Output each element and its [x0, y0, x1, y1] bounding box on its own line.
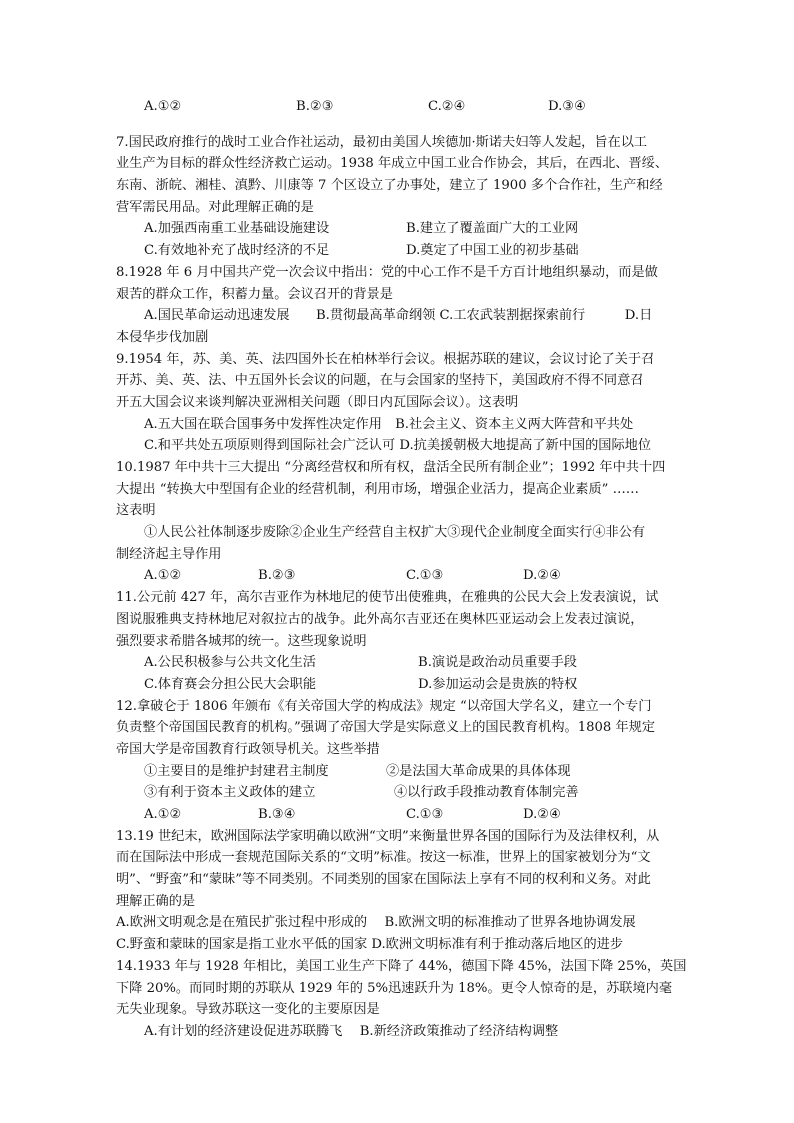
question-12: [116, 696, 682, 826]
q7-option-a[interactable]: A.加强西南重工业基础设施建设: [144, 221, 330, 237]
q14-stem-line-1: 14.1933 年与 1928 年相比，美国工业生产下降了 44%，德国下降 45%，法国下降 25%，英国: [116, 958, 687, 974]
q13-stem-line-4: 理解正确的是: [116, 893, 196, 909]
q11-options-row-1: [116, 652, 682, 674]
q12-item-3: ③有利于资本主义政体的建立: [144, 785, 316, 801]
q12-items-row-1: [116, 761, 682, 783]
q12-stem-line-3: 帝国大学是帝国教育行政领导机关。这些举措: [116, 741, 380, 757]
q13-stem-line-2: 而在国际法中形成一套规范国际关系的“文明”标准。按这一标准，世界上的国家被划分为“文: [116, 850, 651, 866]
q11-option-d[interactable]: D.参加运动会是贵族的特权: [418, 676, 578, 692]
q12-stem-line-2: 负责整个帝国国民教育的机构。”强调了帝国大学是实际意义上的国民教育机构。1808 年规定: [116, 720, 656, 736]
q14-options-ab[interactable]: A.有计划的经济建设促进苏联腾飞 B.新经济政策推动了经济结构调整: [144, 1023, 559, 1039]
q10-stem-line-1: 10.1987 年中共十三大提出 “分离经营权和所有权，盘活全民所有制企业”；1992 年中共十四: [116, 460, 666, 475]
q13-options-ab[interactable]: A.欧洲文明观念是在殖民扩张过程中形成的 B.欧洲文明的标准推动了世界各地协调发展: [116, 915, 636, 931]
q11-option-b[interactable]: B.演说是政治动员重要手段: [418, 655, 577, 671]
q14-stem-line-3: 无失业现象。导致苏联这一变化的主要原因是: [116, 1002, 380, 1018]
q12-item-4: ④以行政手段推动教育体制完善: [394, 785, 579, 801]
q12-item-1: ①主要目的是维护封建君主制度: [144, 763, 329, 779]
question-7: [116, 132, 682, 262]
question-10: [116, 457, 682, 587]
q9-options-ab[interactable]: A.五大国在联合国事务中发挥性决定作用 B.社会主义、资本主义两大阵营和平共处: [144, 416, 634, 432]
q10-option-c[interactable]: C.①③: [406, 568, 444, 584]
q7-options-row-2: [116, 240, 682, 262]
q7-options-row-1: [116, 218, 682, 240]
q12-option-d[interactable]: D.②④: [523, 807, 561, 822]
q10-options: [116, 565, 682, 587]
q8-options-continuation[interactable]: 本侵华步伐加剧: [116, 329, 209, 345]
q10-stem-line-3: 这表明: [116, 503, 156, 519]
q7-option-c[interactable]: C.有效地补充了战时经济的不足: [144, 243, 330, 259]
q8-options-line[interactable]: A.国民革命运动迅速发展 B.贯彻最高革命纲领 C.工农武装割据探索前行 D.日: [144, 308, 653, 324]
q9-stem-line-3: 开五大国会议来谈判解决亚洲相关问题（即日内瓦国际会议）。这表明: [116, 394, 519, 410]
q11-options-row-2: [116, 674, 682, 696]
q7-stem-line-2: 业生产为目标的群众性经济救亡运动。1938 年成立中国工业合作协会，其后，在西北、晋绥、: [116, 156, 669, 172]
q9-stem-line-1: 9.1954 年，苏、美、英、法四国外长在柏林举行会议。根据苏联的建议，会议讨论了关于召: [116, 351, 655, 367]
q9-options-cd[interactable]: C.和平共处五项原则得到国际社会广泛认可 D.抗美援朝极大地提高了新中国的国际地位: [144, 438, 652, 454]
q12-items-row-2: [116, 782, 682, 804]
q10-option-d[interactable]: D.②④: [523, 568, 561, 584]
q14-stem-line-2: 下降 20%。而同时期的苏联从 1929 年的 5%迅速跃升为 18%。更令人惊奇的是，苏联境内毫: [116, 980, 673, 996]
q13-stem-line-1: 13.19 世纪末，欧洲国际法学家明确以欧洲“文明”来衡量世界各国的国际行为及法律权利，从: [116, 828, 660, 844]
q7-stem-line-3: 东南、浙皖、湘桂、滇黔、川康等 7 个区设立了办事处，建立了 1900 多个合作社，生产和经: [116, 178, 663, 194]
question-9: [116, 349, 682, 457]
q11-option-c[interactable]: C.体育赛会分担公民大会职能: [144, 676, 317, 692]
q12-item-2: ②是法国大革命成果的具体体现: [386, 763, 571, 779]
q6-option-c[interactable]: C.②④: [428, 99, 466, 114]
q12-option-a[interactable]: A.①②: [144, 807, 182, 822]
q12-stem-line-1: 12.拿破仑于 1806 年颁布《有关帝国大学的构成法》规定 “以帝国大学名义，建立一个专门: [116, 698, 652, 714]
q11-stem-line-1: 11.公元前 427 年，高尔吉亚作为林地尼的使节出使雅典，在雅典的公民大会上发表演说，试: [116, 590, 659, 606]
q11-option-a[interactable]: A.公民积极参与公共文化生活: [144, 655, 316, 671]
q7-stem-line-1: 7.国民政府推行的战时工业合作社运动，最初由美国人埃德加·斯诺夫妇等人发起，旨在以工: [116, 134, 648, 150]
q7-option-b[interactable]: B.建立了覆盖面广大的工业网: [406, 221, 579, 237]
exam-page: [116, 96, 687, 1043]
q12-option-c[interactable]: C.①③: [406, 807, 444, 822]
q13-options-cd[interactable]: C.野蛮和蒙昧的国家是指工业水平低的国家 D.欧洲文明标准有利于推动落后地区的进步: [116, 937, 624, 953]
q6-option-a[interactable]: A.①②: [144, 99, 182, 114]
q12-option-b[interactable]: B.③④: [258, 807, 296, 822]
question-14: [116, 956, 687, 1043]
question-13: [116, 826, 682, 956]
q7-stem-line-4: 营军需民用品。对此理解正确的是: [116, 199, 314, 215]
q6-options: [116, 96, 682, 118]
q6-option-b[interactable]: B.②③: [296, 99, 334, 114]
q11-stem-line-2: 图说服雅典支持林地尼对叙拉古的战争。此外高尔吉亚还在奥林匹亚运动会上发表过演说，: [116, 611, 644, 627]
question-11: [116, 587, 682, 695]
q8-stem-line-1: 8.1928 年 6 月中国共产党一次会议中指出：党的中心工作不是千方百计地组织暴动，而是做: [116, 264, 658, 280]
question-8: [116, 262, 682, 349]
q13-stem-line-3: 明”、“野蛮”和“蒙昧”等不同类别。不同类别的国家在国际法上享有不同的权利和义务。对此: [116, 872, 651, 888]
q12-options: [116, 804, 682, 826]
q10-items-continuation: 制经济起主导作用: [116, 546, 222, 562]
q10-items-line: ①人民公社体制逐步废除②企业生产经营自主权扩大③现代企业制度全面实行④非公有: [144, 525, 646, 541]
q10-option-b[interactable]: B.②③: [258, 568, 296, 584]
q11-stem-line-3: 强烈要求希腊各城邦的统一。这些现象说明: [116, 633, 367, 649]
q6-option-d[interactable]: D.③④: [548, 99, 586, 114]
q8-stem-line-2: 艰苦的群众工作，积蓄力量。会议召开的背景是: [116, 286, 393, 302]
q7-option-d[interactable]: D.奠定了中国工业的初步基础: [406, 243, 579, 259]
q10-option-a[interactable]: A.①②: [144, 568, 182, 584]
q9-stem-line-2: 开苏、美、英、法、中五国外长会议的问题，在与会国家的坚持下，美国政府不得不同意召: [116, 373, 644, 389]
q10-stem-line-2: 大提出 “转换大中型国有企业的经营机制，利用市场，增强企业活力，提高企业素质” ……: [116, 481, 639, 497]
